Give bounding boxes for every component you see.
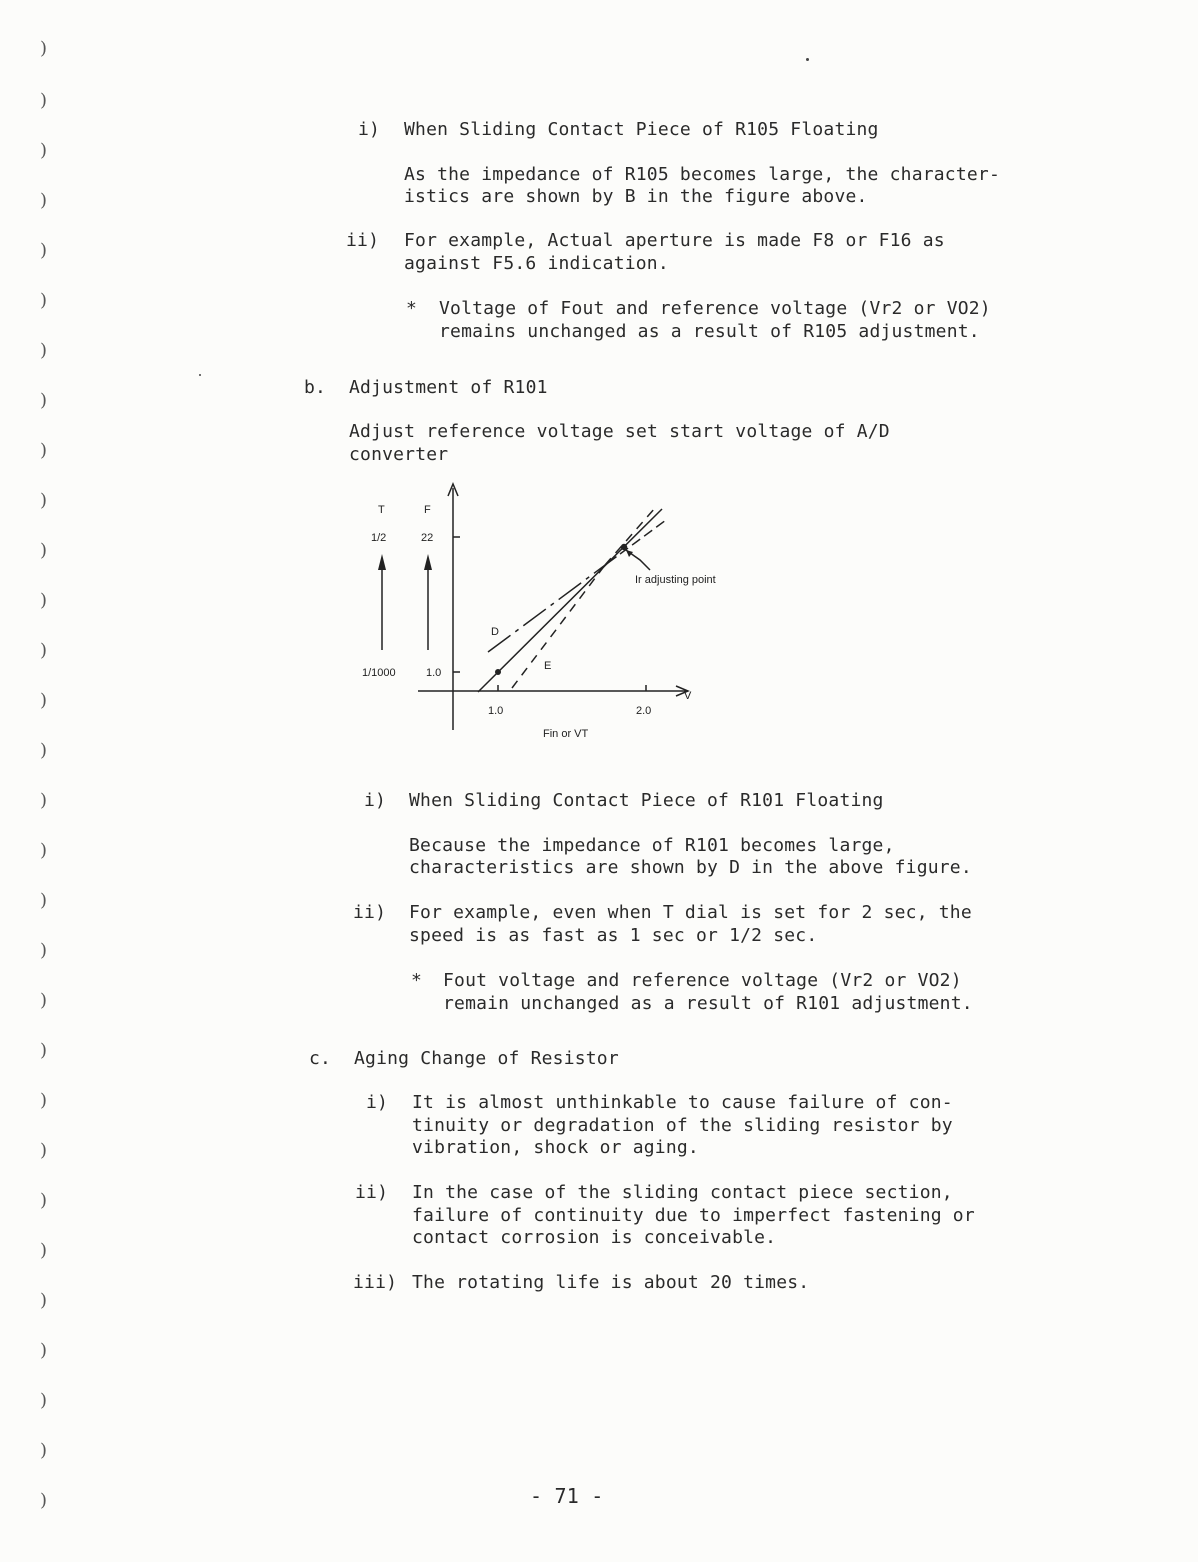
section-marker: b.	[304, 377, 327, 398]
item-marker: i)	[364, 790, 387, 811]
section-marker: c.	[309, 1048, 332, 1069]
note-bullet: *	[406, 298, 418, 319]
paragraph-line: Adjust reference voltage set start voltage of A/D	[349, 421, 890, 442]
t-arrowhead	[378, 554, 386, 570]
curve-e-line	[605, 508, 655, 565]
t-top-label: 1/2	[371, 532, 387, 544]
adjusting-point-marker	[621, 544, 627, 550]
paragraph-line: contact corrosion is conceivable.	[412, 1227, 777, 1248]
x-axis-unit: V	[684, 690, 692, 702]
paragraph-line: It is almost unthinkable to cause failure of con-	[412, 1092, 953, 1113]
f-column-label: F	[424, 504, 431, 516]
paragraph-line: istics are shown by B in the figure above.	[404, 186, 868, 207]
paragraph-line: failure of continuity due to imperfect fastening or	[412, 1205, 975, 1226]
curve-d-line	[620, 520, 666, 554]
t-column-label: T	[378, 504, 385, 516]
callout-label: Ir adjusting point	[635, 574, 716, 586]
x-tick-label: 1.0	[488, 705, 504, 717]
paragraph-line: speed is as fast as 1 sec or 1/2 sec.	[409, 925, 818, 946]
note-bullet: *	[411, 970, 423, 991]
paragraph-line: In the case of the sliding contact piece section,	[412, 1182, 953, 1203]
paragraph-line: vibration, shock or aging.	[412, 1137, 699, 1158]
reference-line	[478, 509, 662, 692]
x-tick-label: 2.0	[636, 705, 652, 717]
paragraph-line: Because the impedance of R101 becomes large,	[409, 835, 895, 856]
item-heading: When Sliding Contact Piece of R101 Floating	[409, 790, 884, 811]
characteristic-figure	[350, 480, 750, 750]
paragraph-line: converter	[349, 444, 449, 465]
t-bottom-label: 1/1000	[362, 667, 396, 679]
item-marker: i)	[366, 1092, 389, 1113]
item-marker: ii)	[346, 230, 380, 251]
note-line: remain unchanged as a result of R101 adjustment.	[443, 993, 973, 1014]
x-axis-label: Fin or VT	[543, 728, 589, 740]
item-marker: i)	[358, 119, 381, 140]
speck	[806, 58, 809, 61]
f-bottom-label: 1.0	[426, 667, 442, 679]
paragraph-line: The rotating life is about 20 times.	[412, 1272, 810, 1293]
lower-point-marker	[495, 669, 501, 675]
note-line: Voltage of Fout and reference voltage (Vr2 or VO2)	[439, 298, 991, 319]
paragraph-line: against F5.6 indication.	[404, 253, 669, 274]
item-marker: ii)	[355, 1182, 389, 1203]
note-line: remains unchanged as a result of R105 adjustment.	[439, 321, 980, 342]
curve-e-label: E	[544, 660, 552, 672]
paragraph-line: For example, even when T dial is set for 2 sec, the	[409, 902, 972, 923]
speck	[199, 374, 201, 376]
curve-d-line	[488, 554, 620, 652]
item-marker: iii)	[353, 1272, 398, 1293]
f-arrowhead	[424, 554, 432, 570]
paragraph-line: characteristics are shown by D in the above figure.	[409, 857, 972, 878]
curve-e-line	[512, 565, 605, 688]
paragraph-line: For example, Actual aperture is made F8 or F16 as	[404, 230, 945, 251]
paragraph-line: tinuity or degradation of the sliding resistor by	[412, 1115, 953, 1136]
note-line: Fout voltage and reference voltage (Vr2 or VO2)	[443, 970, 962, 991]
item-marker: ii)	[353, 902, 387, 923]
f-top-label: 22	[421, 532, 434, 544]
section-heading: Aging Change of Resistor	[354, 1048, 619, 1069]
section-heading: Adjustment of R101	[349, 377, 548, 398]
paragraph-line: As the impedance of R105 becomes large, the character-	[404, 164, 1000, 185]
page-number: - 71 -	[530, 1484, 604, 1508]
item-heading: When Sliding Contact Piece of R105 Floating	[404, 119, 879, 140]
curve-d-label: D	[491, 626, 499, 638]
